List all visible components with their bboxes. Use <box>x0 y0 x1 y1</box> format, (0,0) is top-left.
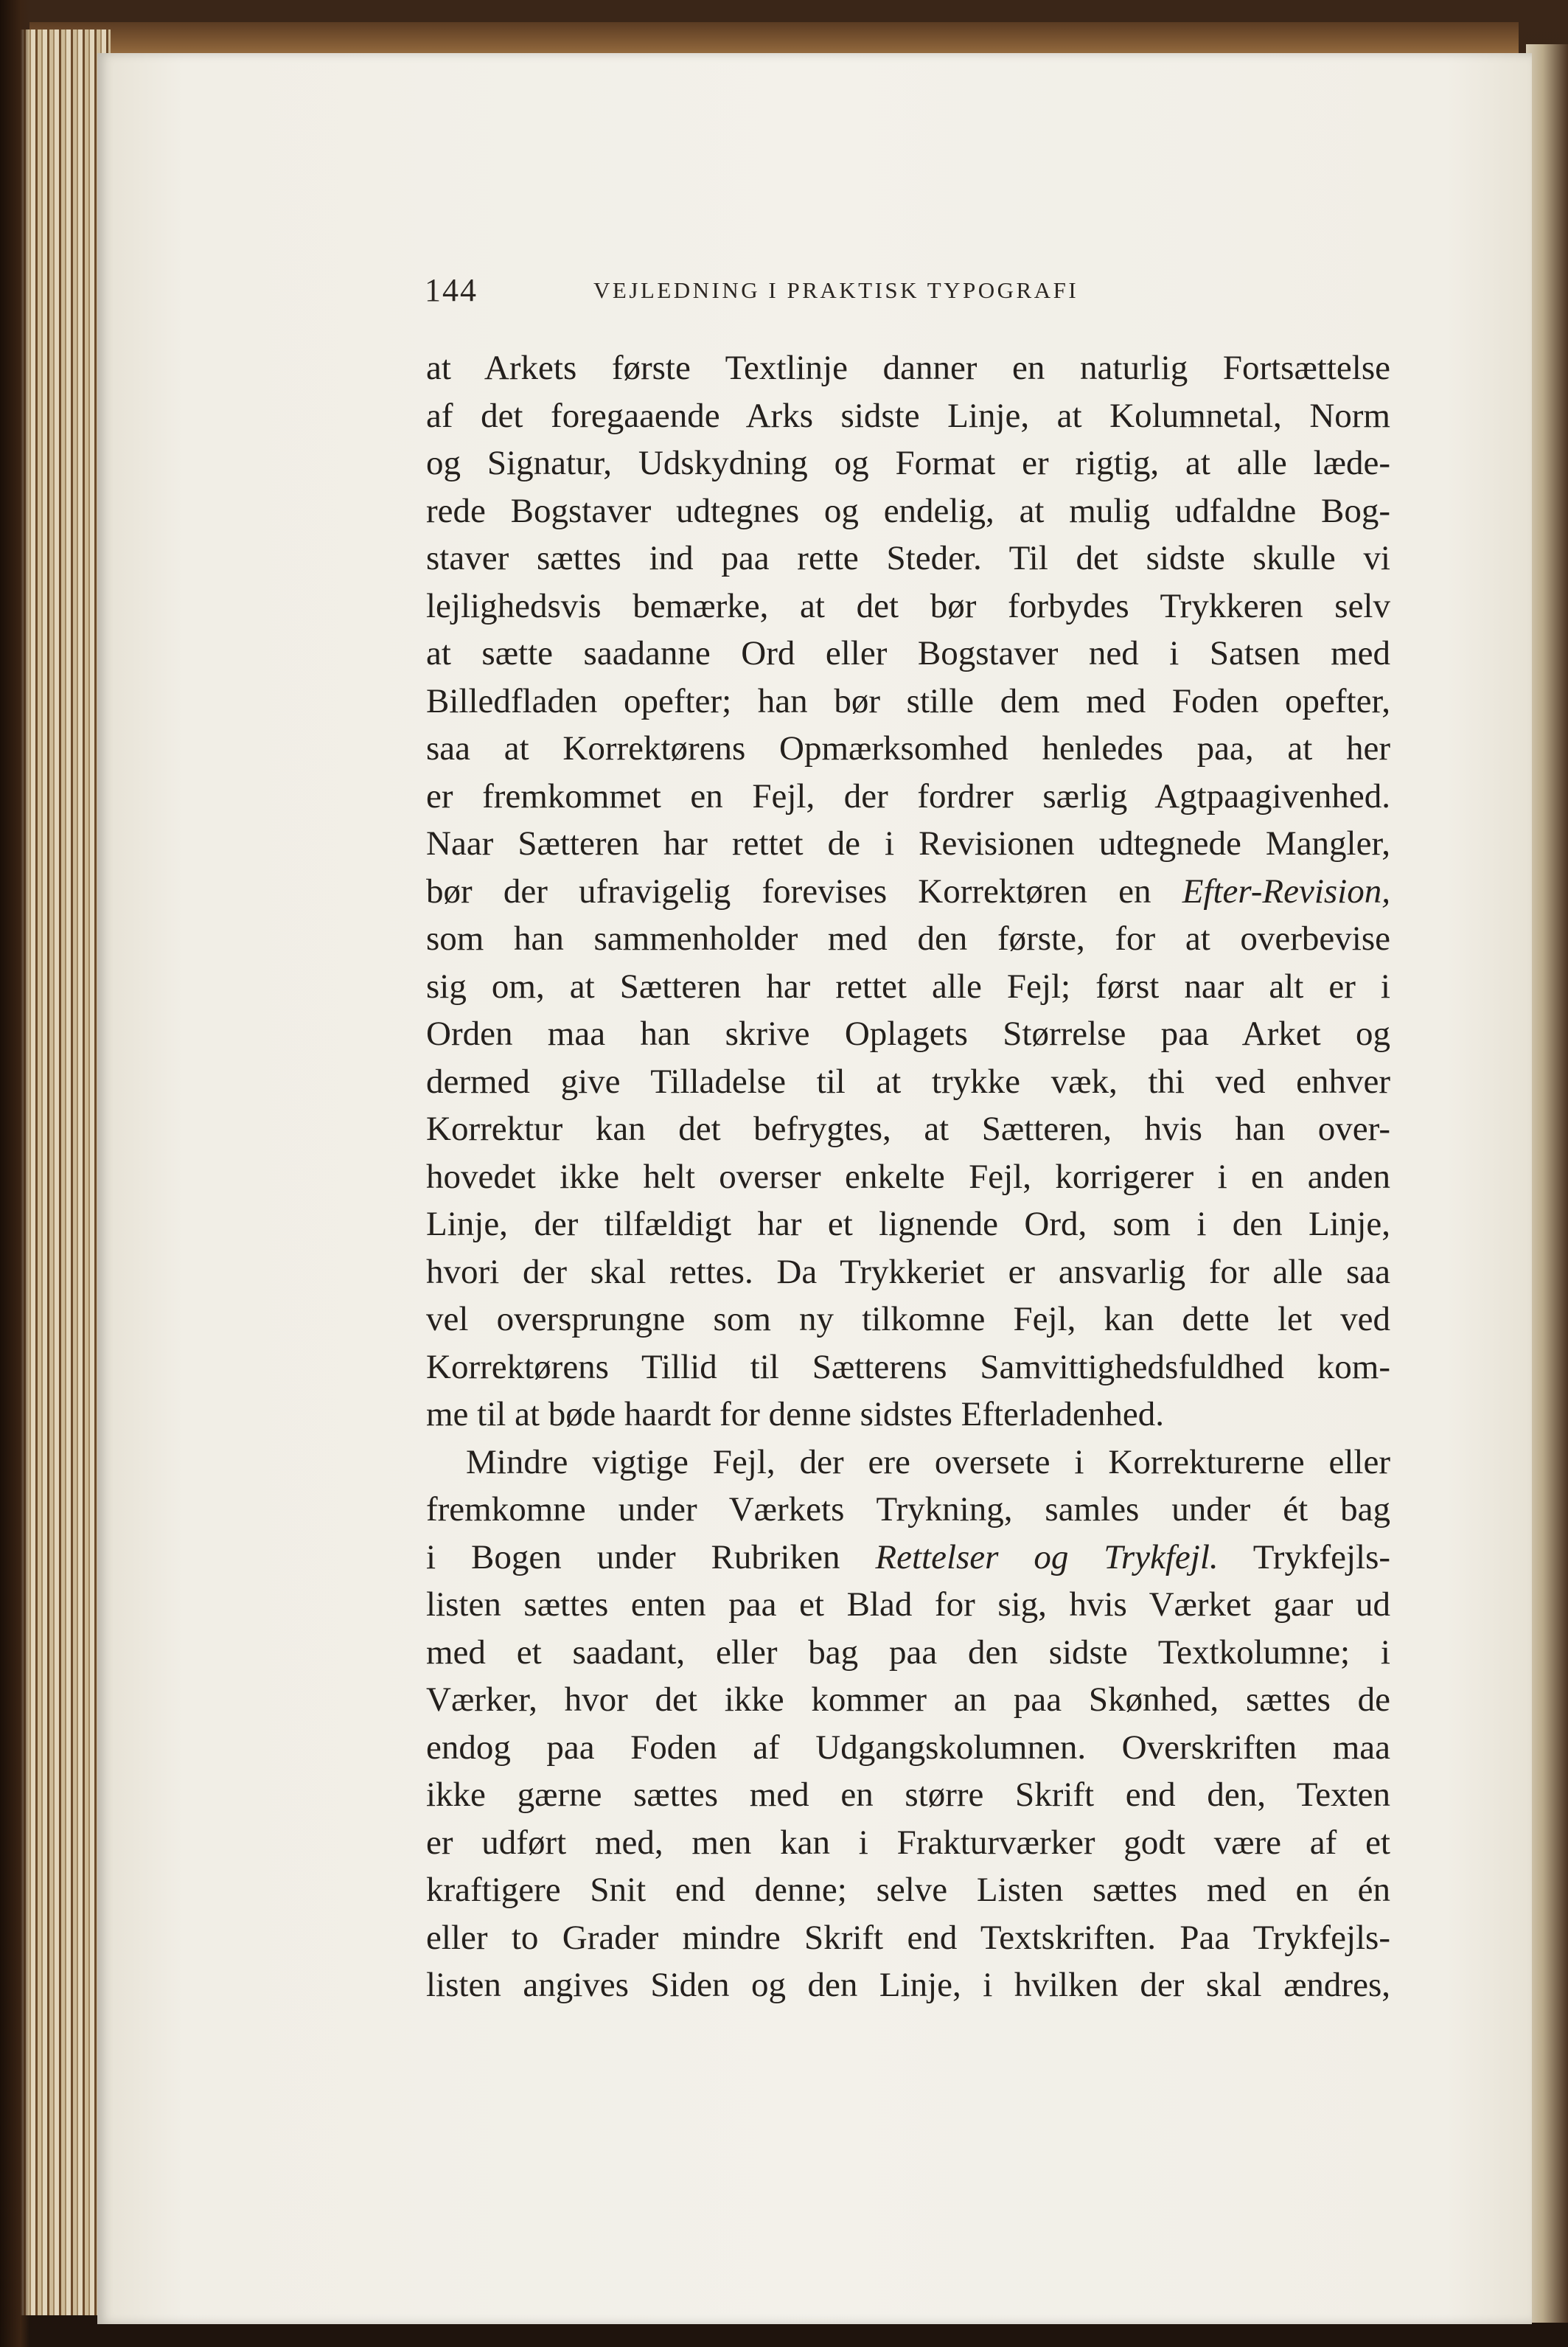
text-line: listen sættes enten paa et Blad for sig, hvis Værket gaar ud <box>426 1585 1390 1624</box>
text-line: at sætte saadanne Ord eller Bogstaver ned i Satsen med <box>426 634 1390 672</box>
text-line: me til at bøde haardt for denne sidstes Efterladenhed. <box>426 1395 1164 1433</box>
text-line: staver sættes ind paa rette Steder. Til det sidste skulle vi <box>426 539 1390 577</box>
text-line: eller to Grader mindre Skrift end Textskriften. Paa Trykfejls- <box>426 1918 1390 1957</box>
text-line: lejlighedsvis bemærke, at det bør forbydes Trykkeren selv <box>426 586 1390 625</box>
text-line <box>426 868 1390 916</box>
text-line: at Arkets første Textlinje danner en naturlig Fortsættelse <box>426 349 1390 387</box>
text-line: saa at Korrektørens Opmærksomhed henledes paa, at her <box>426 729 1390 768</box>
text-line: er fremkommet en Fejl, der fordrer særlig Agtpaagivenhed. <box>426 776 1390 816</box>
text-line: hovedet ikke helt overser enkelte Fejl, korrigerer i en anden <box>426 1157 1390 1196</box>
spine-shadow <box>0 0 29 2347</box>
text-line: med et saadant, eller bag paa den sidste Textkolumne; i <box>426 1633 1390 1672</box>
running-head: VEJLEDNING I PRAKTISK TYPOGRAFI <box>593 277 1079 303</box>
italic-rettelser: Rettelser og Trykfejl. <box>875 1537 1219 1576</box>
text-line: endog paa Foden af Udgangskolumnen. Overskriften maa <box>426 1728 1390 1767</box>
line-plain-text: i Bogen under Rubriken <box>426 1537 876 1576</box>
text-line: ikke gærne sættes med en større Skrift end den, Texten <box>426 1776 1390 1814</box>
italic-efter-revision: Efter-Revision, <box>1182 872 1390 911</box>
body-text <box>426 344 1390 2009</box>
text-line: Korrektørens Tillid til Sætterens Samvittighedsfuldhed kom- <box>426 1347 1390 1386</box>
text-line: Orden maa han skrive Oplagets Størrelse paa Arket og <box>426 1015 1390 1053</box>
text-line: kraftigere Snit end denne; selve Listen sættes med en én <box>426 1871 1390 1909</box>
text-line: og Signatur, Udskydning og Format er rigtig, at alle læde- <box>426 444 1390 482</box>
line-plain-text: Trykfejls- <box>1218 1537 1391 1576</box>
text-line: fremkomne under Værkets Trykning, samles under ét bag <box>426 1490 1390 1529</box>
text-line: Mindre vigtige Fejl, der ere oversete i Korrekturerne eller <box>466 1442 1390 1481</box>
page-number: 144 <box>425 272 478 308</box>
text-line: Værker, hvor det ikke kommer an paa Skønhed, sættes de <box>426 1680 1390 1719</box>
text-line <box>426 1534 1390 1582</box>
text-line: dermed give Tilladelse til at trykke væk, thi ved enhver <box>426 1062 1390 1101</box>
text-line: Naar Sætteren har rettet de i Revisionen udtegnede Mangler, <box>426 824 1390 863</box>
line-plain-text: bør der ufravigelig forevises Korrektøren en <box>426 872 1182 911</box>
text-line: sig om, at Sætteren har rettet alle Fejl; først naar alt er i <box>426 967 1390 1006</box>
page-header <box>0 271 1568 308</box>
right-page-edge <box>1526 44 1568 2323</box>
text-line: Korrektur kan det befrygtes, at Sætteren, hvis han over- <box>426 1110 1390 1148</box>
text-line: listen angives Siden og den Linje, i hvilken der skal ændres, <box>426 1966 1390 2004</box>
text-line: er udført med, men kan i Frakturværker godt være af et <box>426 1823 1390 1862</box>
text-line: Linje, der tilfældigt har et lignende Ord, som i den Linje, <box>426 1205 1390 1243</box>
text-line: af det foregaaende Arks sidste Linje, at Kolumnetal, Norm <box>426 396 1390 435</box>
text-line: hvori der skal rettes. Da Trykkeriet er ansvarlig for alle saa <box>426 1252 1390 1291</box>
text-line: som han sammenholder med den første, for at overbevise <box>426 919 1390 958</box>
text-line: rede Bogstaver udtegnes og endelig, at mulig udfaldne Bog- <box>426 491 1390 530</box>
text-line: vel oversprungne som ny tilkomne Fejl, kan dette let ved <box>426 1300 1390 1338</box>
text-line: Billedfladen opefter; han bør stille dem med Foden opefter, <box>426 681 1390 720</box>
